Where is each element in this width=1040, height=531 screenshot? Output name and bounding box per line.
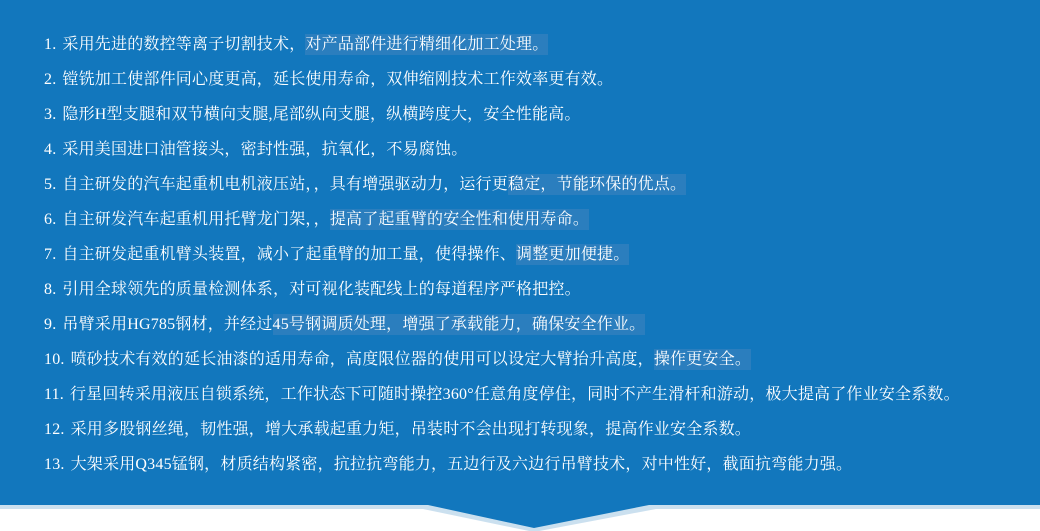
feature-number: 12.: [44, 421, 65, 438]
feature-text: 隐形H型支腿和双节横向支腿,尾部纵向支腿，纵横跨度大，安全性能高。: [62, 106, 581, 123]
feature-number: 10.: [44, 351, 65, 368]
feature-text: 大架采用Q345锰钢，材质结构紧密，抗拉抗弯能力，五边行及六边行吊臂技术，对中性好，截面抗弯能力强。: [70, 456, 853, 473]
feature-text: 采用多股钢丝绳，韧性强，增大承载起重力矩，吊装时不会出现打转现象，提高作业安全系数。: [70, 421, 752, 438]
feature-line: [44, 167, 1026, 202]
feature-line: [44, 27, 1026, 62]
feature-number: 1.: [44, 36, 57, 53]
feature-line: [44, 377, 1026, 412]
feature-text: 采用美国进口油管接头，密封性强，抗氧化，不易腐蚀。: [62, 141, 468, 158]
feature-line: [44, 447, 1026, 482]
feature-text: 引用全球领先的质量检测体系，对可视化装配线上的每道程序严格把控。: [62, 281, 581, 298]
feature-number: 9.: [44, 316, 57, 333]
feature-number: 11.: [44, 386, 65, 403]
feature-line: [44, 97, 1026, 132]
feature-number: 4.: [44, 141, 57, 158]
feature-text-highlighted: 45号钢调质处理，增强了承载能力，确保安全作业。: [272, 316, 646, 333]
feature-number: 5.: [44, 176, 57, 193]
feature-line: [44, 272, 1026, 307]
feature-text: 采用先进的数控等离子切割技术，: [62, 36, 306, 53]
feature-number: 8.: [44, 281, 57, 298]
feature-number: 6.: [44, 211, 57, 228]
feature-line: [44, 342, 1026, 377]
feature-line: [44, 202, 1026, 237]
feature-text: 镗铣加工使部件同心度更高，延长使用寿命，双伸缩刚技术工作效率更有效。: [62, 71, 614, 88]
feature-text-highlighted: 提高了起重臂的安全性和使用寿命。: [329, 211, 590, 228]
feature-line: [44, 62, 1026, 97]
feature-text-highlighted: 调整更加便捷。: [516, 246, 630, 263]
feature-number: 2.: [44, 71, 57, 88]
feature-line: [44, 307, 1026, 342]
feature-text: 自主研发汽车起重机用托臂龙门架，，: [62, 211, 330, 228]
feature-text-highlighted: 稳定，节能环保的优点。: [508, 176, 687, 193]
feature-text: 行星回转采用液压自锁系统，工作状态下可随时操控360°任意角度停住，同时不产生滑杆和游动，极大提高了作业安全系数。: [70, 386, 960, 403]
feature-text: 自主研发起重机臂头装置，减小了起重臂的加工量，使得操作、: [62, 246, 517, 263]
feature-text: 喷砂技术有效的延长油漆的适用寿命，高度限位器的使用可以设定大臂抬升高度，: [70, 351, 654, 368]
feature-text-highlighted: 对产品部件进行精细化加工处理。: [305, 36, 549, 53]
feature-line: [44, 132, 1026, 167]
feature-text: 吊臂采用HG785钢材，并经过: [62, 316, 273, 333]
feature-line: [44, 412, 1026, 447]
feature-number: 13.: [44, 456, 65, 473]
feature-text-highlighted: 操作更安全。: [653, 351, 752, 368]
feature-line: [44, 237, 1026, 272]
feature-number: 7.: [44, 246, 57, 263]
feature-number: 3.: [44, 106, 57, 123]
feature-text: 自主研发的汽车起重机电机液压站，，具有增强驱动力，运行更: [62, 176, 509, 193]
